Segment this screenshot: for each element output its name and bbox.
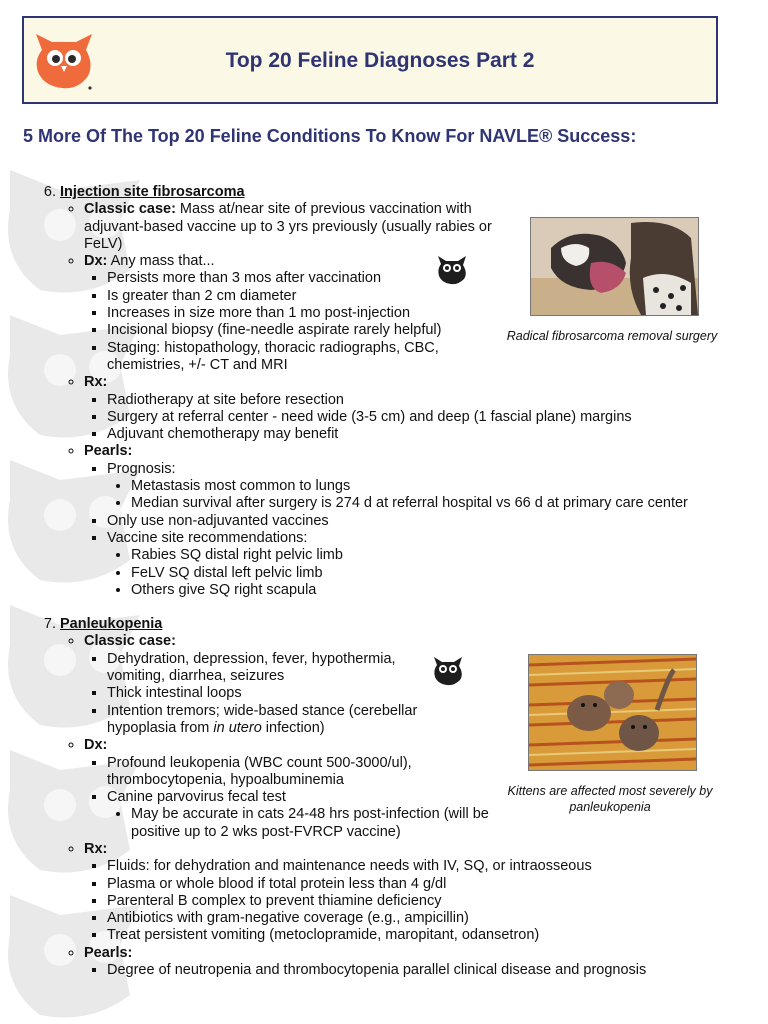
list-item: [84, 253, 768, 374]
header-banner: [22, 16, 718, 104]
list-item: ▪ Is greater than 2 cm diameter: [107, 288, 768, 305]
list-item: ▪ Persists more than 3 mos after vaccination: [107, 270, 768, 287]
list-item: ▪ Thick intestinal loops: [107, 685, 768, 702]
list-item: [107, 789, 768, 841]
diagnosis-title: Panleukopenia: [60, 616, 163, 633]
list-item: ▪ Surgery at referral center - need wide (3-5 cm) and deep (1 fascial plane) margins: [107, 409, 768, 426]
intention-text: Intention tremors; wide-based stance (cerebellar hypoplasia from: [107, 702, 418, 736]
list-item: ▪ Parenteral B complex to prevent thiamine deficiency: [107, 893, 768, 910]
list-item: • FeLV SQ distal left pelvic limb: [131, 565, 768, 582]
list-item: ▪ Profound leukopenia (WBC count 500-3000/ul), thrombocytopenia, hypoalbuminemia: [107, 755, 437, 790]
list-item: ▪ Adjuvant chemotherapy may benefit: [107, 426, 768, 443]
diagnosis-item: [60, 616, 768, 979]
list-item: ▪ Fluids: for dehydration and maintenance needs with IV, SQ, or intraosseous: [107, 858, 768, 875]
vaccine-site-label: Vaccine site recommendations:: [107, 529, 308, 546]
list-item: ▪ Staging: histopathology, thoracic radiographs, CBC, chemistries, +/- CT and MRI: [107, 340, 457, 375]
list-item: [84, 443, 768, 599]
list-item: ▪ Incisional biopsy (fine-needle aspirate rarely helpful): [107, 322, 768, 339]
list-item: • Others give SQ right scapula: [131, 582, 768, 599]
section-subtitle: 5 More Of The Top 20 Feline Conditions To Know For NAVLE® Success:: [23, 126, 637, 146]
kittens-photo-caption: Kittens are affected most severely by panleukopenia: [507, 784, 713, 814]
list-item: [84, 841, 768, 945]
list-item: • Metastasis most common to lungs: [131, 478, 768, 495]
pearls-label: Pearls:: [84, 944, 133, 961]
list-item: ▪ Increases in size more than 1 mo post-injection: [107, 305, 768, 322]
classic-case-label: Classic case:: [84, 633, 176, 650]
list-item: ▪ Plasma or whole blood if total protein less than 4 g/dl: [107, 876, 768, 893]
list-item: [107, 530, 768, 599]
list-item: [84, 374, 768, 443]
list-item: • Rabies SQ distal right pelvic limb: [131, 547, 768, 564]
intention-text-end: infection): [261, 719, 325, 736]
list-item: [84, 633, 768, 737]
dx-label: Dx:: [84, 253, 108, 270]
diagnosis-list: [0, 184, 768, 979]
diagnosis-title: Injection site fibrosarcoma: [60, 184, 245, 200]
pearls-label: Pearls:: [84, 443, 133, 460]
rx-label: Rx:: [84, 840, 108, 857]
list-item: [84, 201, 494, 253]
dx-text: Any mass that...: [107, 253, 215, 270]
intention-italic: in utero: [213, 719, 262, 736]
list-item: ▪ Radiotherapy at site before resection: [107, 392, 768, 409]
list-item: [107, 703, 437, 738]
list-item: ▪ Antibiotics with gram-negative coverage (e.g., ampicillin): [107, 910, 768, 927]
diagnosis-item: [60, 184, 768, 599]
list-item: • May be accurate in cats 24-48 hrs post-infection (will be positive up to 2 wks post-FVRCP vaccine): [131, 806, 506, 841]
list-item: [107, 461, 768, 513]
page-title: Top 20 Feline Diagnoses Part 2: [225, 49, 535, 72]
list-item: ▪ Treat persistent vomiting (metoclopramide, maropitant, odansetron): [107, 927, 768, 944]
dx-label: Dx:: [84, 737, 108, 754]
list-item: [84, 737, 768, 841]
list-item: [84, 945, 768, 980]
list-item: ▪ Degree of neutropenia and thrombocytopenia parallel clinical disease and prognosis: [107, 962, 768, 979]
document-body: [0, 184, 768, 996]
list-item: ▪ Only use non-adjuvanted vaccines: [107, 513, 768, 530]
list-item: ▪ Dehydration, depression, fever, hypothermia, vomiting, diarrhea, seizures: [107, 651, 437, 686]
classic-case-label: Classic case:: [84, 201, 176, 218]
rx-label: Rx:: [84, 374, 108, 391]
list-item: • Median survival after surgery is 274 d at referral hospital vs 66 d at primary care center: [131, 495, 768, 512]
parvo-test-label: Canine parvovirus fecal test: [107, 789, 286, 806]
fibrosarcoma-photo-caption: Radical fibrosarcoma removal surgery: [506, 329, 718, 343]
prognosis-label: Prognosis:: [107, 460, 176, 477]
classic-case-text: Mass at/near site of previous vaccination with adjuvant-based vaccine up to 3 yrs previously (usually rabies or FeLV): [84, 201, 492, 252]
